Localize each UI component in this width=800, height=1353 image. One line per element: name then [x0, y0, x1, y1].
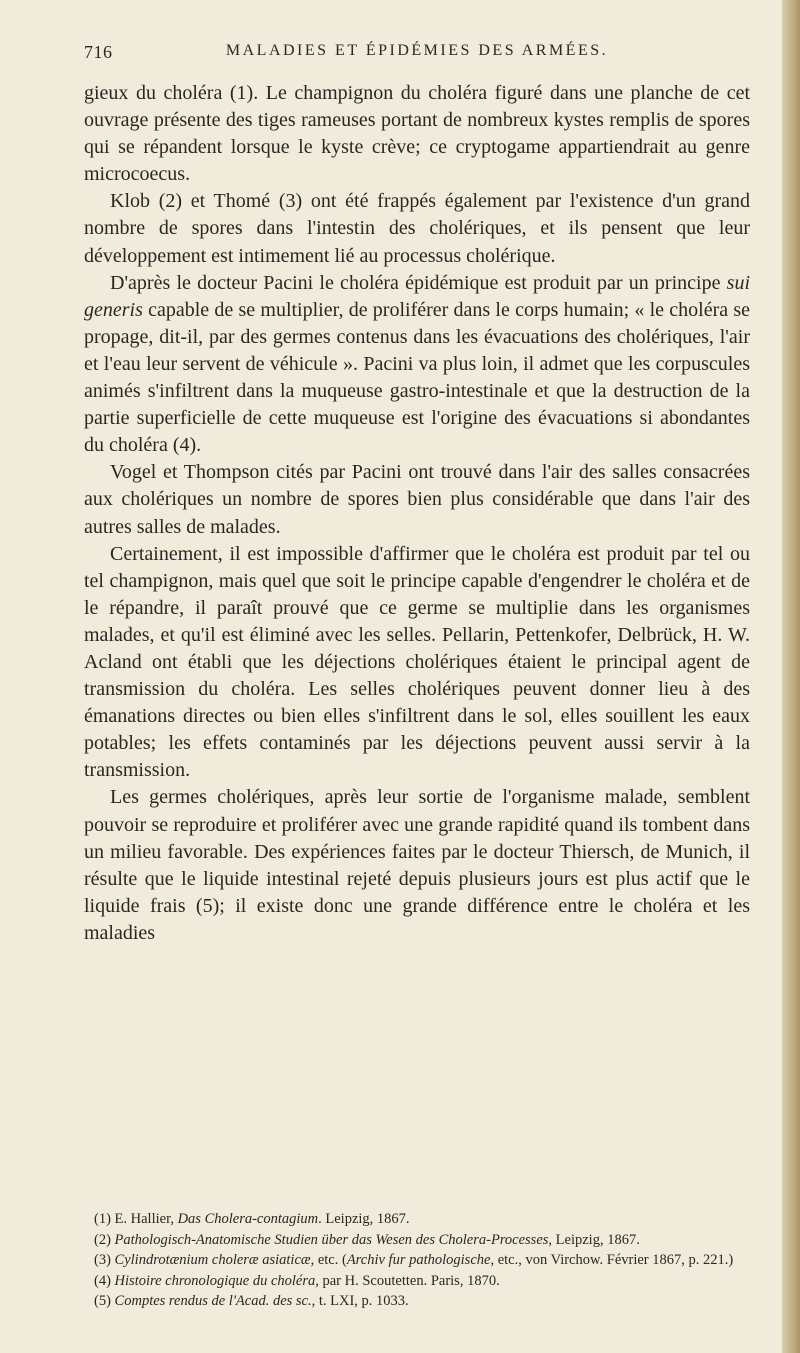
footnote-text: . Leipzig, 1867. [318, 1211, 410, 1227]
paragraph [84, 541, 750, 785]
text-span: capable de se multiplier, de proliférer dans le corps humain; « le choléra se propage, dit-il, par des germes contenus dans les évacuations des cholériques, l'air et l'eau leur servent de véhicule ». Pacini va plus loin, il admet que les corpuscules animés s'infiltrent dans la muqueuse gastro-intestinale et que la destruction de la partie superficielle de cette muqueuse est l'origine des évacuations si abondantes du choléra (4). [84, 298, 750, 457]
footnote-title: Pathologisch-Anatomische Studien über das Wesen des Cholera-Processes [114, 1231, 549, 1248]
paragraph [84, 80, 750, 188]
text-span: Certainement, il est impossible d'affirmer que le choléra est produit par tel ou tel champignon, mais quel que soit le principe capable d'engendrer le choléra et de le répandre, il paraît prouvé que ce germe se multiplie dans les organismes malades, et qu'il est éliminé avec les selles. Pellarin, Pettenkofer, Delbrück, H. W. Acland ont établi que les déjections cholériques étaient le principal agent de transmission du choléra. Les selles cholériques peuvent donner lieu à des émanations directes ou bien elles s'infiltrent dans le sol, elles souillent les eaux potables; les effets contaminés par les déjections peuvent aussi servir à la transmission. [84, 542, 750, 782]
footnote-text: (1) E. Hallier, [94, 1211, 178, 1227]
text-span: D'après le docteur Pacini le choléra épidémique est produit par un principe [110, 271, 727, 294]
text-span: Les germes cholériques, après leur sortie de l'organisme malade, semblent pouvoir se reproduire et proliférer avec une grande rapidité quand ils tombent dans un milieu favorable. Des expériences faites par le docteur Thiersch, de Munich, il résulte que le liquide intestinal rejeté depuis plusieurs jours est plus actif que le liquide frais (5); il existe donc une grande différence entre le choléra et les maladies [84, 786, 750, 944]
footnote-text: , etc. ( [310, 1252, 347, 1269]
footnotes [84, 1209, 750, 1312]
footnote-text: , t. LXI, p. 1033. [311, 1293, 409, 1310]
footnote [84, 1250, 750, 1271]
paragraph [84, 270, 750, 460]
paragraph [84, 459, 750, 540]
footnote-text: , etc., von Virchow. Février 1867, p. 221.) [490, 1252, 734, 1269]
footnote [84, 1291, 750, 1312]
paragraph [84, 784, 750, 947]
footnote-text: (2) [94, 1231, 115, 1248]
footnote-title: Comptes rendus de l'Acad. des sc. [114, 1293, 312, 1310]
text-span: Vogel et Thompson cités par Pacini ont trouvé dans l'air des salles consacrées aux cholériques un nombre de spores bien plus considérable que dans l'air des autres salles de malades. [84, 461, 750, 538]
italic-phrase: sui generis [84, 271, 750, 321]
footnote-title: Das Cholera-contagium [177, 1211, 319, 1227]
page-header [84, 42, 750, 68]
footnote-title: Archiv fur pathologische [346, 1252, 491, 1269]
footnote-text: (3) [94, 1252, 115, 1269]
footnote [84, 1271, 750, 1292]
page-edge [782, 0, 800, 1353]
page-number: 716 [84, 42, 113, 62]
text-span: gieux du choléra (1). Le champignon du choléra figuré dans une planche de cet ouvrage présente des tiges rameuses portant de nombreux kystes remplis de spores qui se répandent lorsque le kyste crève; ce cryptogame appartiendrait au genre microcoecus. [84, 82, 750, 186]
footnote-text: , Leipzig, 1867. [548, 1231, 640, 1248]
footnote [84, 1230, 750, 1251]
footnote-title: Cylindrotænium choleræ asiaticæ [114, 1252, 311, 1269]
footnote-title: Histoire chronologique du choléra [114, 1272, 316, 1289]
body-text [84, 80, 750, 947]
footnote-text: , par H. Scoutetten. Paris, 1870. [315, 1272, 500, 1289]
running-head: MALADIES ET ÉPIDÉMIES DES ARMÉES. [225, 42, 609, 59]
footnote-text: (5) [94, 1293, 115, 1310]
paragraph [84, 188, 750, 269]
text-span: Klob (2) et Thomé (3) ont été frappés également par l'existence d'un grand nombre de spores dans l'intestin des cholériques, et ils pensent que leur développement est intimement lié au processus cholérique. [84, 190, 750, 267]
footnote [84, 1209, 750, 1230]
footnote-text: (4) [94, 1272, 115, 1289]
